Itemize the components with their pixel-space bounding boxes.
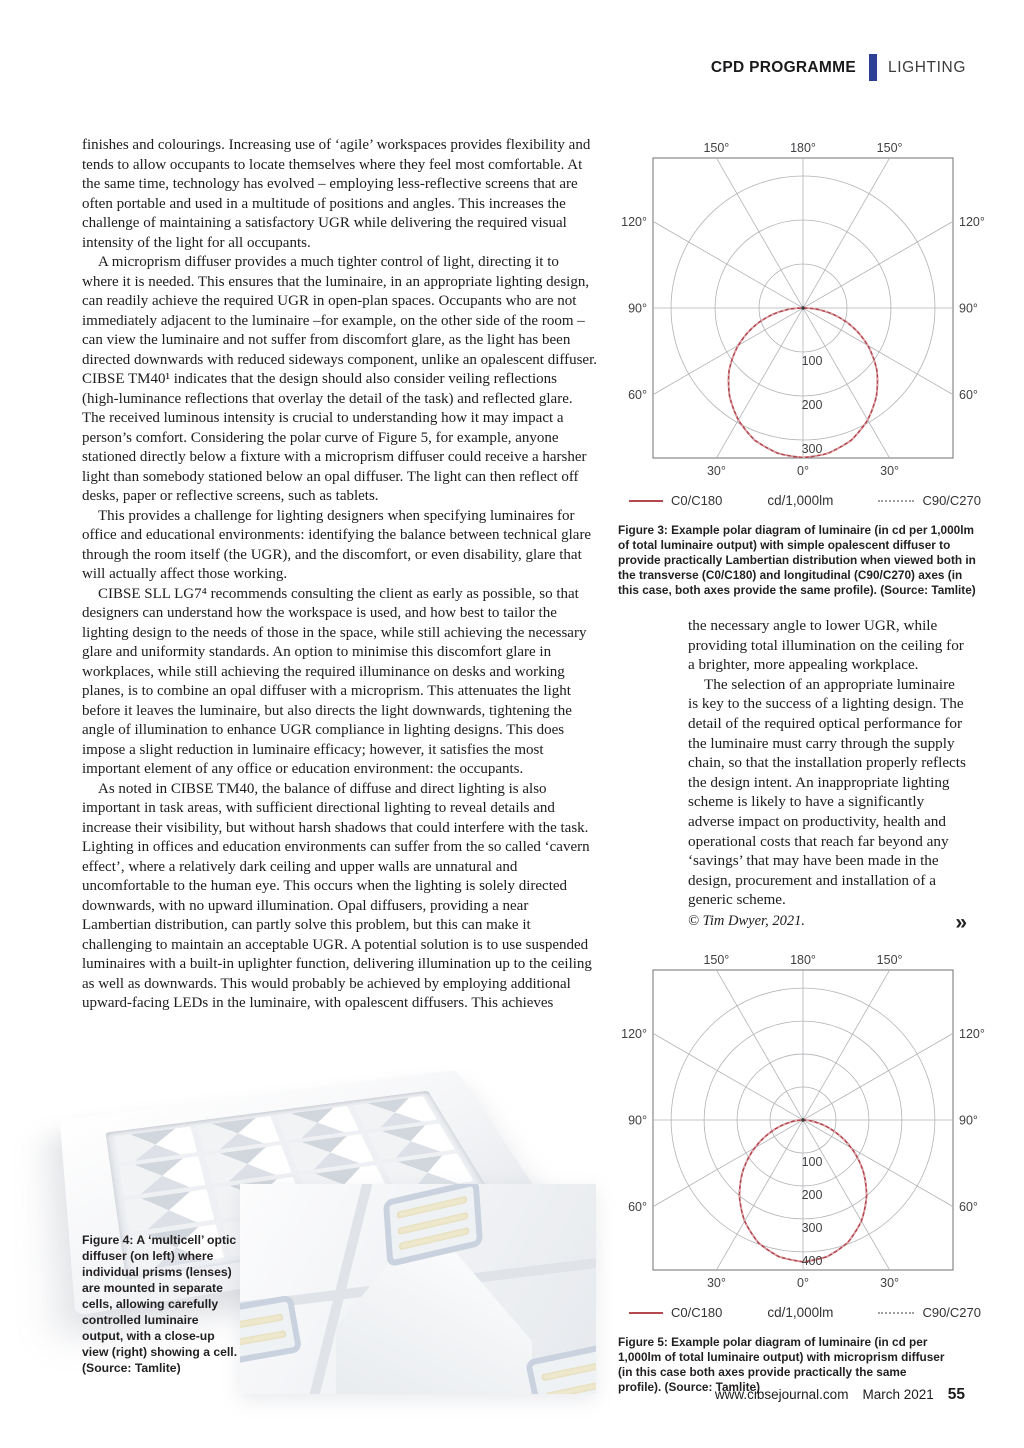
- svg-text:90°: 90°: [959, 301, 978, 316]
- led-strip: [541, 1360, 596, 1381]
- prism-cell: [205, 1145, 291, 1183]
- svg-text:100: 100: [801, 1154, 823, 1169]
- footer-issue: March 2021: [862, 1387, 934, 1402]
- svg-text:180°: 180°: [790, 141, 816, 155]
- page-header: [711, 54, 966, 81]
- page-footer: [715, 1386, 965, 1404]
- svg-text:0°: 0°: [797, 464, 809, 478]
- svg-text:150°: 150°: [876, 953, 903, 967]
- body-left-column: [82, 136, 597, 1014]
- dotted-line-swatch: [878, 500, 914, 502]
- figure4-caption: Figure 4: A ‘multicell’ optic diffuser (on left) where individual prisms (lenses) are mounted in separate cells, allowing carefully controlled luminaire output, with a close-up view (right) showing a cell. (Source: Tamlite): [82, 1233, 238, 1375]
- section-label: LIGHTING: [887, 58, 966, 76]
- cpd-programme-kicker: CPD PROGRAMME: [710, 58, 856, 76]
- prism-cell: [287, 1134, 374, 1171]
- header-divider-bar: [869, 54, 877, 81]
- figure5-polar-chart: [620, 950, 990, 1301]
- legend-item-c90c270: [878, 1305, 981, 1320]
- led-strip: [240, 1313, 284, 1331]
- figure5-legend: [629, 1305, 981, 1320]
- legend-label: C0/C180: [671, 493, 723, 508]
- chart-units-label: cd/1,000lm: [767, 493, 834, 508]
- legend-item-c90c270: [878, 493, 981, 508]
- figure3-legend: [629, 493, 981, 508]
- svg-text:30°: 30°: [706, 1276, 726, 1290]
- body-paragraph: As noted in CIBSE TM40, the balance of diffuse and direct lighting is also important in task areas, with sufficient directional lighting to reveal details and increase their visibility, but without harsh shadows that could interfere with the task. Lighting in offices and education environments can suffer from the so called ‘cavern effect’, where a relatively dark ceiling and upper walls are unnatural and uncomfortable to the human eye. This occurs when the lighting is solely directed downwards, with no upward illumination. Opal diffusers, providing a near Lambertian distribution, can partly solve this problem, but this can make it challenging to maintain an acceptable UGR. A potential solution is to use suspended luminaires with a built-in uplighter function, delivering illumination up to the ceiling as well as downwards. This would probably be achieved by employing additional upward-facing LEDs in the luminaire, with opalescent diffusers. This achieves: [82, 780, 592, 1011]
- svg-text:200: 200: [801, 1187, 823, 1202]
- svg-text:60°: 60°: [959, 388, 978, 403]
- page-number: 55: [947, 1386, 965, 1403]
- led-module: [383, 1184, 483, 1267]
- solid-line-swatch: [629, 500, 663, 502]
- led-strip: [240, 1331, 287, 1349]
- author-credit: © Tim Dwyer, 2021.: [688, 912, 805, 929]
- svg-text:30°: 30°: [880, 464, 900, 478]
- body-paragraph: CIBSE SLL LG7⁴ recommends consulting the client as early as possible, so that designers can understand how the workspace is used, and how best to tailor the lighting design to the needs of those in the space, while still achieving the necessary glare and uniformity standards. An option to minimise this discomfort glare in workplaces, while still achieving the required illuminance on desks and working planes, is to combine an opal diffuser with a microprism. This attenuates the light before it leaves the luminaire, but also directs the light downwards, tightening the angle of illumination to enhance UGR compliance in lighting designs. This does impose a slight reduction in luminaire efficacy; however, it satisfies the most important element of any office or education environment: the occupants.: [82, 585, 587, 777]
- svg-text:150°: 150°: [876, 141, 903, 155]
- body-paragraph: finishes and colourings. Increasing use of ‘agile’ workspaces provides flexibility and tends to allow occupants to locate themselves where they feel most comfortable. At the same time, technology has evolved – employing less-reflective screens that are often portable and used in a multitude of positions and angles. This increases the challenge of maintaining a satisfactory UGR while delivering the required visual intensity of the light for all occupants.: [82, 137, 591, 251]
- figure3-caption: Figure 3: Example polar diagram of luminaire (in cd per 1,000lm of total luminaire output) with simple opalescent diffuser to provide practically Lambertian distribution when viewed both in the transverse (C0/C180) and longitudinal (C90/C270) axes (in this case, both axes provide the same profile). (Source: Tamlite): [618, 523, 976, 597]
- cell-closeup-photo: [240, 1184, 596, 1394]
- figure3-polar-chart: [620, 138, 990, 489]
- led-module: [525, 1341, 596, 1394]
- svg-text:120°: 120°: [959, 214, 985, 229]
- legend-label: C90/C270: [922, 1305, 981, 1320]
- svg-text:180°: 180°: [790, 953, 816, 967]
- legend-label: C90/C270: [922, 493, 981, 508]
- figure5-block: [618, 950, 992, 1395]
- body-right-column: [688, 616, 967, 932]
- figure3-block: [618, 138, 992, 598]
- led-strip: [545, 1378, 596, 1394]
- svg-text:200: 200: [801, 397, 823, 412]
- svg-text:90°: 90°: [959, 1113, 978, 1128]
- svg-text:300: 300: [801, 441, 823, 456]
- svg-text:100: 100: [801, 353, 823, 368]
- legend-item-c0c180: [629, 493, 722, 508]
- svg-text:60°: 60°: [628, 388, 647, 403]
- svg-text:120°: 120°: [959, 1026, 985, 1041]
- chart-units-label: cd/1,000lm: [767, 1305, 834, 1320]
- footer-url: www.cibsejournal.com: [714, 1387, 849, 1402]
- legend-item-c0c180: [629, 1305, 722, 1320]
- prism-cell: [368, 1124, 455, 1160]
- body-paragraph: the necessary angle to lower UGR, while providing total illumination on the ceiling for a brighter, more appealing workplace.: [688, 617, 964, 674]
- led-module: [240, 1294, 302, 1367]
- svg-text:30°: 30°: [706, 464, 726, 478]
- dotted-line-swatch: [878, 1312, 914, 1314]
- svg-text:90°: 90°: [628, 301, 647, 316]
- svg-text:400: 400: [801, 1253, 823, 1268]
- svg-text:150°: 150°: [703, 141, 730, 155]
- svg-text:150°: 150°: [703, 953, 730, 967]
- svg-text:0°: 0°: [797, 1276, 809, 1290]
- svg-text:30°: 30°: [880, 1276, 900, 1290]
- svg-text:60°: 60°: [628, 1200, 647, 1215]
- legend-label: C0/C180: [671, 1305, 723, 1320]
- body-paragraph: A microprism diffuser provides a much tighter control of light, directing it to where it is needed. This ensures that the luminaire, in an appropriate lighting design, can readily achieve the required UGR in open-plan spaces. Occupants who are not immediately adjacent to the luminaire –for example, on the other side of the room – can view the luminaire and not suffer from discomfort glare, as the light has been directed downwards with reduced sideways component, unlike an opalescent diffuser. CIBSE TM40¹ indicates that the design should also consider veiling reflections (high-luminance reflections that overlay the detail of the task) and reflected glare. The received luminous intensity is crucial to understanding how it may impact a person’s comfort. Considering the polar curve of Figure 5, for example, anyone stationed directly below a fixture with a microprism diffuser could receive a harsher light than somebody stationed below an opal diffuser. The light can then reflect off desks, paper or reflective screens, such as tablets.: [82, 254, 597, 504]
- credit-row: [688, 912, 967, 932]
- svg-text:300: 300: [801, 1220, 823, 1235]
- svg-text:120°: 120°: [621, 214, 647, 229]
- svg-text:90°: 90°: [628, 1113, 647, 1128]
- body-paragraph: The selection of an appropriate luminaire is key to the success of a lighting design. The detail of the required optical performance for the luminaire must carry through the supply chain, so that the installation properly reflects the design intent. An inappropriate lighting scheme is likely to have a significantly adverse impact on productivity, health and operational costs that reach far beyond any ‘savings’ that may have been made in the design, procurement and installation of a generic scheme.: [688, 675, 966, 909]
- figure5-caption: Figure 5: Example polar diagram of luminaire (in cd per 1,000lm of total luminaire output) with microprism diffuser (in this case both axes provide practically the same profile). (Source: Tamlite): [618, 1335, 945, 1394]
- body-paragraph: This provides a challenge for lighting designers when specifying luminaires for office and educational environments: identifying the balance between technical glare through the room itself (the UGR), and the discomfort, or even disability, glare that will actually affect those working.: [82, 507, 592, 582]
- svg-text:120°: 120°: [621, 1026, 647, 1041]
- solid-line-swatch: [629, 1312, 663, 1314]
- svg-text:60°: 60°: [959, 1200, 978, 1215]
- continue-chevrons-icon: »: [955, 910, 967, 934]
